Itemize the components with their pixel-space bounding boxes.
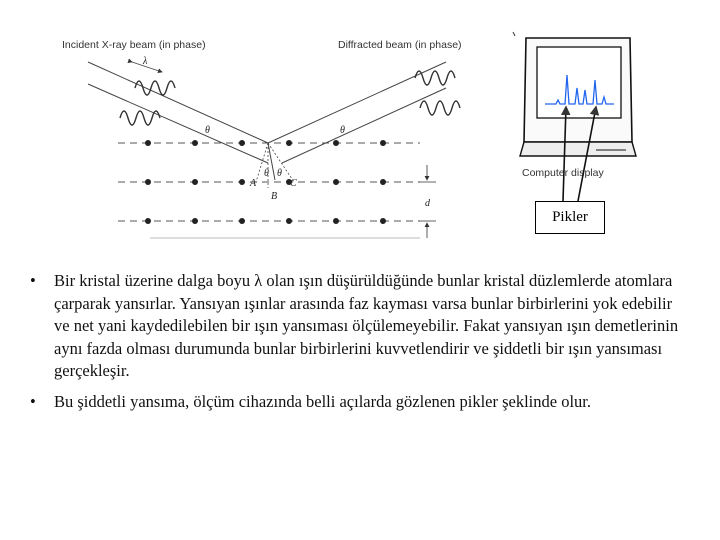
d-spacing-label: d: [425, 198, 430, 209]
theta-diffracted-label: θ: [340, 125, 345, 136]
bullet-text: Bu şiddetli yansıma, ölçüm cihazında belli açılarda gözlenen pikler şeklinde olur.: [54, 391, 592, 411]
peaks-callout-label: Pikler: [535, 201, 605, 234]
lambda-symbol: λ: [143, 56, 148, 67]
xray-diffraction-diagram: [0, 0, 720, 250]
bullet-icon: •: [30, 391, 36, 411]
diffracted-beam-label: Diffracted beam (in phase): [338, 39, 462, 51]
theta-incident-label: θ: [205, 125, 210, 136]
theta-a-label: θ: [264, 168, 269, 179]
bullet-text: Bir kristal üzerine dalga boyu λ olan ışın düşürüldüğünde bunlar kristal düzlemlerde atomlara çarparak yansırlar. Yansıyan ışınlar arasında faz kayması varsa bunlar birbirlerini yok edebilir ve net yani kaydedilebilen bir ışın yansıması ölçülemeyebilir. Fakat yansıyan ışın demetlerinin aynı fazda olması durumunda bunlar birbirlerini kuvvetlendirir ve şiddetli bir ışın yansıması gerçekleşir.: [54, 271, 679, 380]
bullet-icon: •: [30, 271, 36, 290]
theta-c-label: θ: [277, 168, 282, 179]
explanation-list: [30, 270, 690, 413]
list-item: [30, 391, 690, 414]
computer-monitor-icon: [513, 32, 636, 156]
point-b-label: B: [271, 191, 278, 202]
incident-rays: [88, 62, 275, 180]
crystal-planes: [118, 143, 420, 221]
computer-display-label: Computer display: [522, 167, 604, 179]
point-c-label: C: [290, 178, 297, 189]
diffracted-wave-packets: [415, 71, 460, 115]
list-item: [30, 270, 690, 383]
incident-beam-label: Incident X-ray beam (in phase): [62, 39, 206, 51]
diffracted-rays: [268, 62, 446, 163]
point-a-label: A: [250, 178, 257, 189]
